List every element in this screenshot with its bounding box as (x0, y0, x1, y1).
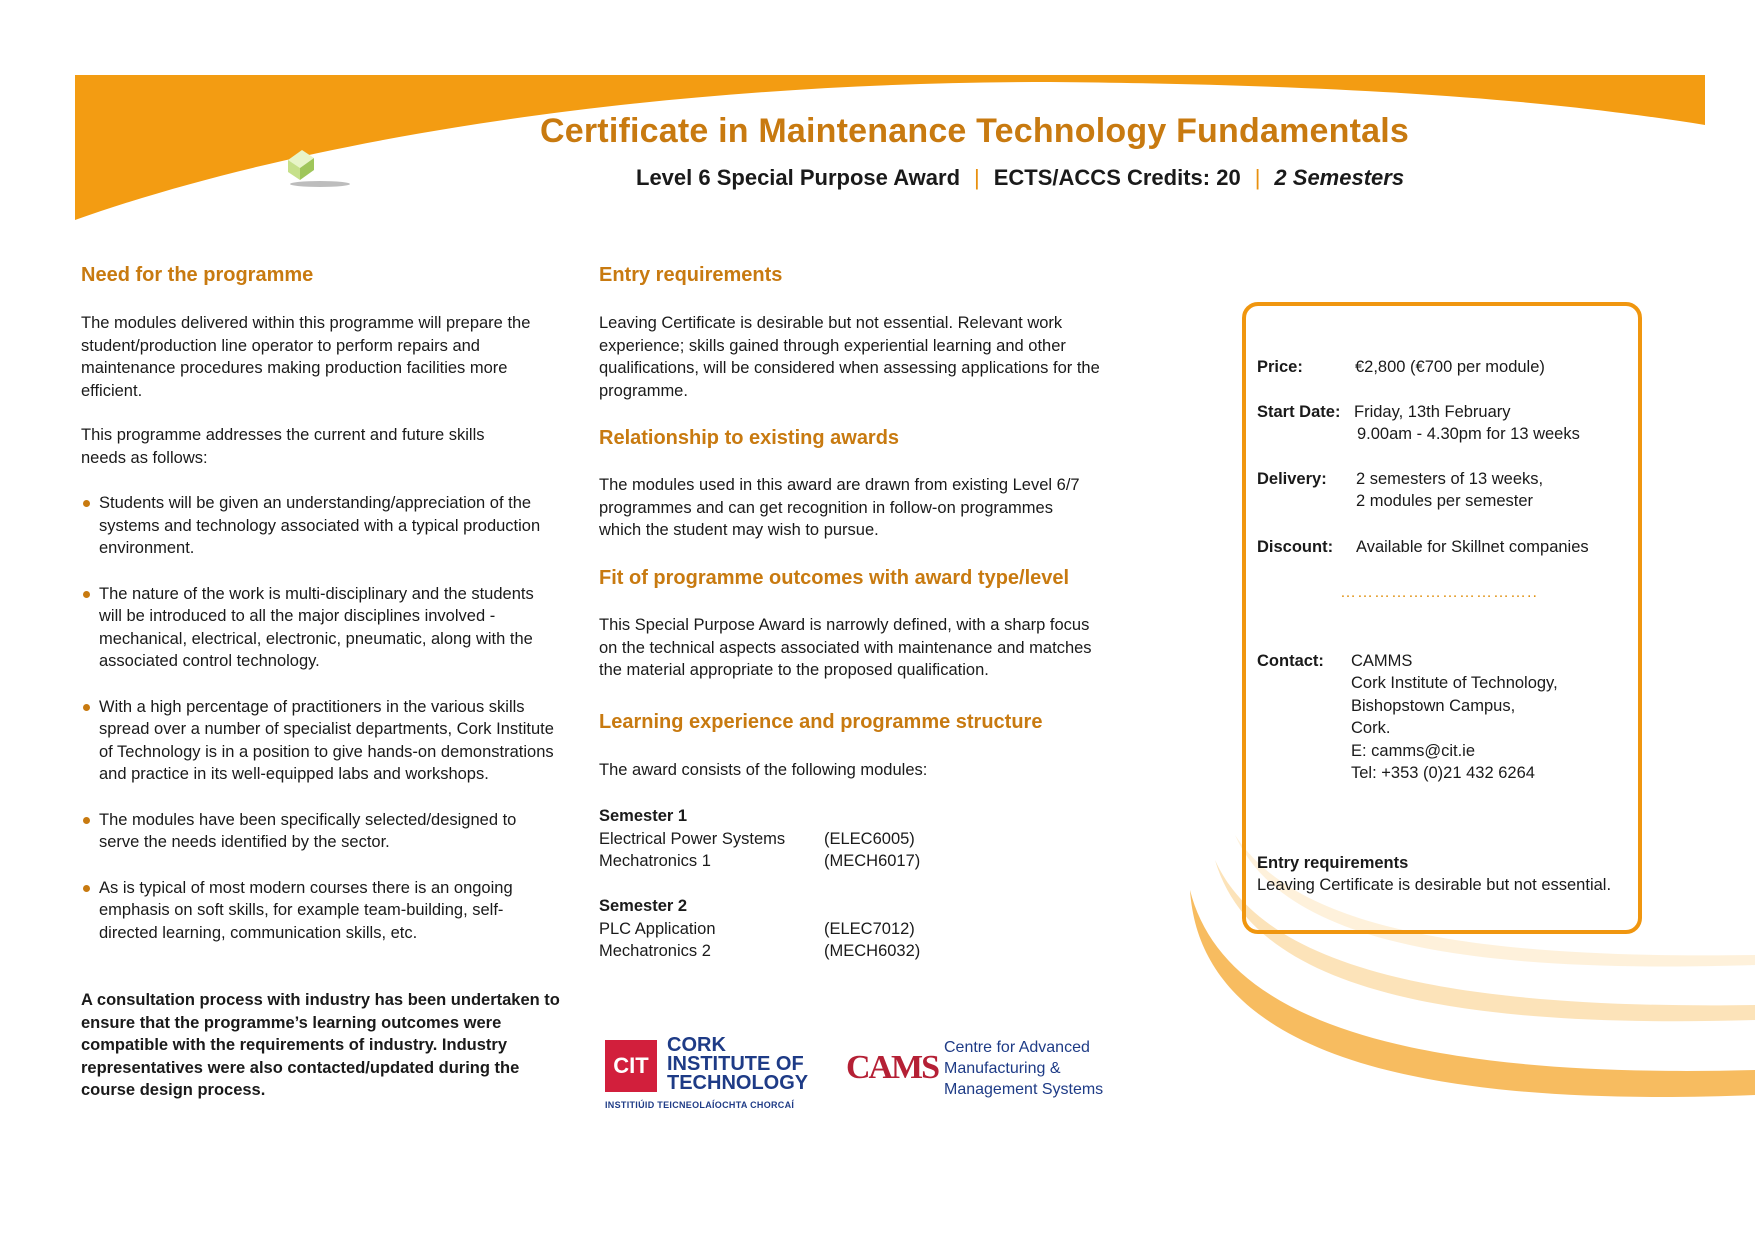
delivery-value-2: 2 modules per semester (1356, 492, 1533, 510)
semester-label: Semester 1 (599, 807, 688, 825)
camms-line: Manufacturing & (944, 1060, 1061, 1077)
contact-line: Bishopstown Campus, (1351, 697, 1516, 715)
delivery-value: 2 semesters of 13 weeks, (1356, 470, 1544, 488)
module-code: (ELEC6005) (824, 829, 915, 848)
camms-line: Management Systems (944, 1081, 1104, 1098)
award-level: Level 6 Special Purpose Award (636, 165, 961, 190)
semester-1-modules (599, 805, 920, 873)
need-bullet-list (81, 492, 561, 967)
entry-heading: Entry requirements (599, 264, 783, 286)
table-row (599, 850, 920, 873)
need-heading: Need for the programme (81, 264, 314, 286)
discount-label: Discount: (1257, 538, 1334, 556)
award-subtitle (636, 165, 1404, 191)
box-entry-heading: Entry requirements (1257, 854, 1409, 872)
module-name: PLC Application (599, 919, 716, 938)
camms-name (944, 1037, 1103, 1100)
entry-text: Leaving Certificate is desirable but not essential. Relevant work experience; skills gained through experiential learning and other qualifications, will be considered when assessing applications for the programme. (599, 314, 1100, 400)
camms-line: Centre for Advanced (944, 1039, 1090, 1056)
table-row (599, 918, 920, 941)
cit-line: TECHNOLOGY (667, 1072, 809, 1094)
table-row (599, 828, 920, 851)
start-date-value: Friday, 13th February (1354, 403, 1511, 421)
relationship-heading: Relationship to existing awards (599, 427, 900, 449)
relationship-text: The modules used in this award are drawn from existing Level 6/7 programmes and can get recognition in follow-on programmes which the student may wish to pursue. (599, 476, 1080, 539)
award-credits: ECTS/ACCS Credits: 20 (993, 165, 1241, 190)
dotted-divider: …………………………….. (1340, 584, 1538, 601)
module-code: (MECH6032) (824, 942, 921, 960)
semester-label: Semester 2 (599, 897, 688, 915)
cit-line: CORK (667, 1034, 726, 1056)
table-row (599, 940, 920, 963)
separator: | (974, 165, 980, 190)
cit-mark: CIT (605, 1040, 657, 1092)
list-item: With a high percentage of practitioners in the various skills spread over a number of specialist departments, Cork Institute of Technology is in a position to give hands-on demonstrations and practice in its well-equipped labs and workshops. (81, 696, 561, 786)
learning-heading: Learning experience and programme structure (599, 711, 1043, 733)
list-item: As is typical of most modern courses there is an ongoing emphasis on soft skills, for example team-building, self-directed learning, communication skills, etc. (81, 877, 561, 945)
cit-name (667, 1036, 808, 1093)
box-entry-text: Leaving Certificate is desirable but not essential. (1257, 876, 1612, 894)
contact-line: Cork. (1351, 719, 1391, 737)
separator: | (1254, 165, 1261, 190)
info-box-content (1257, 356, 1637, 916)
module-code: (ELEC7012) (824, 919, 915, 938)
module-name: Mechatronics 2 (599, 942, 711, 960)
contact-label: Contact: (1257, 652, 1324, 670)
learning-text: The award consists of the following modules: (599, 761, 928, 779)
module-name: Mechatronics 1 (599, 852, 711, 870)
cit-line: INSTITUTE OF (667, 1053, 804, 1075)
price-value: €2,800 (€700 per module) (1355, 358, 1545, 376)
list-item: Students will be given an understanding/appreciation of the systems and technology associated with a typical production environment. (81, 492, 561, 560)
contact-phone: Tel: +353 (0)21 432 6264 (1351, 764, 1535, 782)
discount-value: Available for Skillnet companies (1356, 538, 1589, 556)
need-intro: The modules delivered within this programme will prepare the student/production line operator to perform repairs and maintenance procedures making production facilities more efficient. (81, 314, 531, 400)
semester-2-modules (599, 895, 920, 963)
camms-mark: CAMS (845, 1049, 939, 1086)
price-label: Price: (1257, 358, 1303, 376)
contact-line: Cork Institute of Technology, (1351, 674, 1558, 692)
module-name: Electrical Power Systems (599, 829, 786, 848)
need-addresses: This programme addresses the current and future skills needs as follows: (81, 426, 485, 467)
award-semesters: 2 Semesters (1274, 165, 1405, 190)
consultation-text: A consultation process with industry has been undertaken to ensure that the programme’s learning outcomes were compatible with the requirements of industry. Industry representatives were also contacted/updated during the course design process. (81, 991, 560, 1099)
contact-email: E: camms@cit.ie (1351, 742, 1476, 760)
cit-irish-name: INSTITIÚID TEICNEOLAÍOCHTA CHORCAÍ (605, 1100, 795, 1110)
cube-icon (288, 150, 350, 187)
fit-heading: Fit of programme outcomes with award type/level (599, 567, 1070, 589)
contact-line: CAMMS (1351, 652, 1413, 670)
fit-text: This Special Purpose Award is narrowly defined, with a sharp focus on the technical aspects associated with maintenance and matches the material appropriate to the proposed qualification. (599, 616, 1092, 679)
page-title: Certificate in Maintenance Technology Fundamentals (540, 112, 1409, 150)
start-date-label: Start Date: (1257, 403, 1341, 421)
delivery-label: Delivery: (1257, 470, 1327, 488)
list-item: The nature of the work is multi-disciplinary and the students will be introduced to all the major disciplines involved - mechanical, electrical, electronic, pneumatic, along with the associated control technology. (81, 583, 561, 673)
start-time-value: 9.00am - 4.30pm for 13 weeks (1357, 425, 1580, 443)
list-item: The modules have been specifically selected/designed to serve the needs identified by the sector. (81, 809, 561, 854)
module-code: (MECH6017) (824, 852, 921, 870)
